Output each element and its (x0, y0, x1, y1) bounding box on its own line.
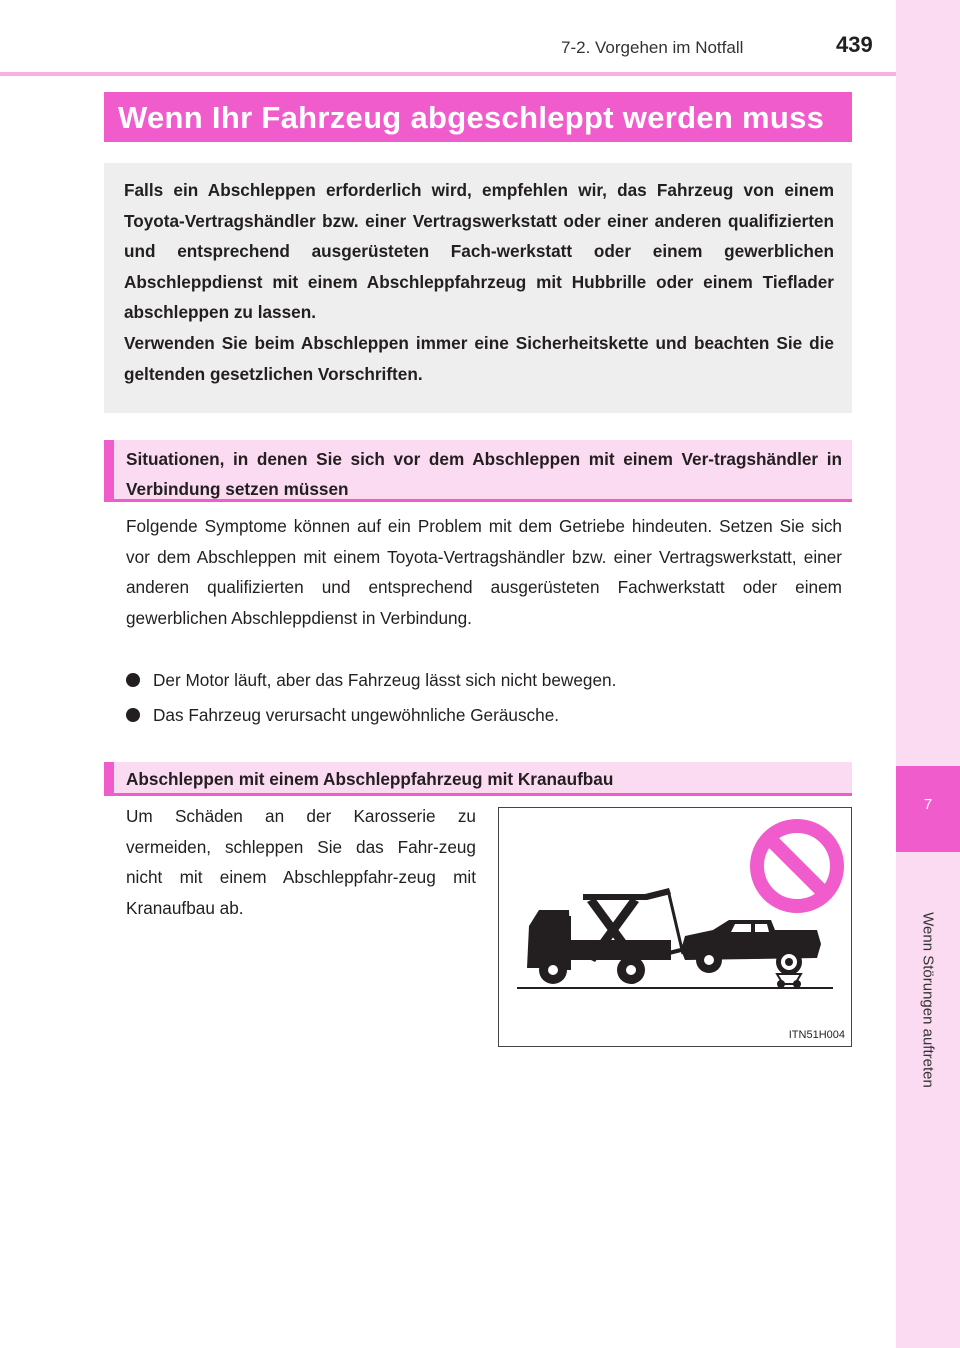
list-item (126, 703, 559, 727)
chapter-side-tab (896, 0, 960, 1348)
section-heading-crane-tow: Abschleppen mit einem Abschleppfahrzeug mit Kranaufbau (104, 762, 852, 796)
chapter-title: Wenn Störungen auftreten (919, 912, 937, 1088)
header-divider (0, 72, 896, 76)
tow-truck-drawing (499, 808, 851, 1046)
bullet-icon (126, 673, 140, 687)
chapter-number: 7 (896, 766, 960, 852)
prohibition-icon (757, 826, 837, 906)
bullet-text: Das Fahrzeug verursacht ungewöhnliche Geräusche. (153, 705, 560, 725)
page-number: 439 (836, 32, 873, 57)
intro-paragraph-1: Falls ein Abschleppen erforderlich wird, empfehlen wir, das Fahrzeug von einem Toyota-Vertragshändler bzw. einer Vertragswerkstatt oder einer anderen qualifizierten und entsprechend ausgerüsteten Fach-werkstatt oder einem gewerblichen Abschleppdienst mit einem Abschleppfahrzeug mit Hubbrille oder einem Tieflader abschleppen zu lassen. (124, 180, 834, 323)
figure-code: ITN51H004 (788, 1029, 845, 1041)
tow-truck-illustration (498, 807, 852, 1047)
section-breadcrumb: 7-2. Vorgehen im Notfall (561, 38, 744, 57)
list-item (126, 668, 616, 692)
bullet-icon (126, 708, 140, 722)
intro-box (104, 163, 852, 413)
bullet-text: Der Motor läuft, aber das Fahrzeug lässt sich nicht bewegen. (153, 670, 617, 690)
page-title-bar (104, 92, 852, 142)
section-heading-dealer-contact: Situationen, in denen Sie sich vor dem Abschleppen mit einem Ver-tragshändler in Verbindung setzen müssen (104, 440, 852, 502)
section1-body: Folgende Symptome können auf ein Problem mit dem Getriebe hindeuten. Setzen Sie sich vor dem Abschleppen mit einem Toyota-Vertragshändler bzw. einer Vertragswerkstatt, einer anderen qualifizierten und entsprechend ausgerüsteten Fachwerkstatt oder einem gewerblichen Abschleppdienst in Verbindung. (126, 516, 842, 628)
section2-body: Um Schäden an der Karosserie zu vermeiden, schleppen Sie das Fahr-zeug nicht mit einem Abschleppfahr-zeug mit Kranaufbau ab. (126, 806, 476, 918)
page-title: Wenn Ihr Fahrzeug abgeschleppt werden muss (118, 100, 825, 135)
intro-paragraph-2: Verwenden Sie beim Abschleppen immer eine Sicherheitskette und beachten Sie die geltenden gesetzlichen Vorschriften. (124, 332, 834, 384)
